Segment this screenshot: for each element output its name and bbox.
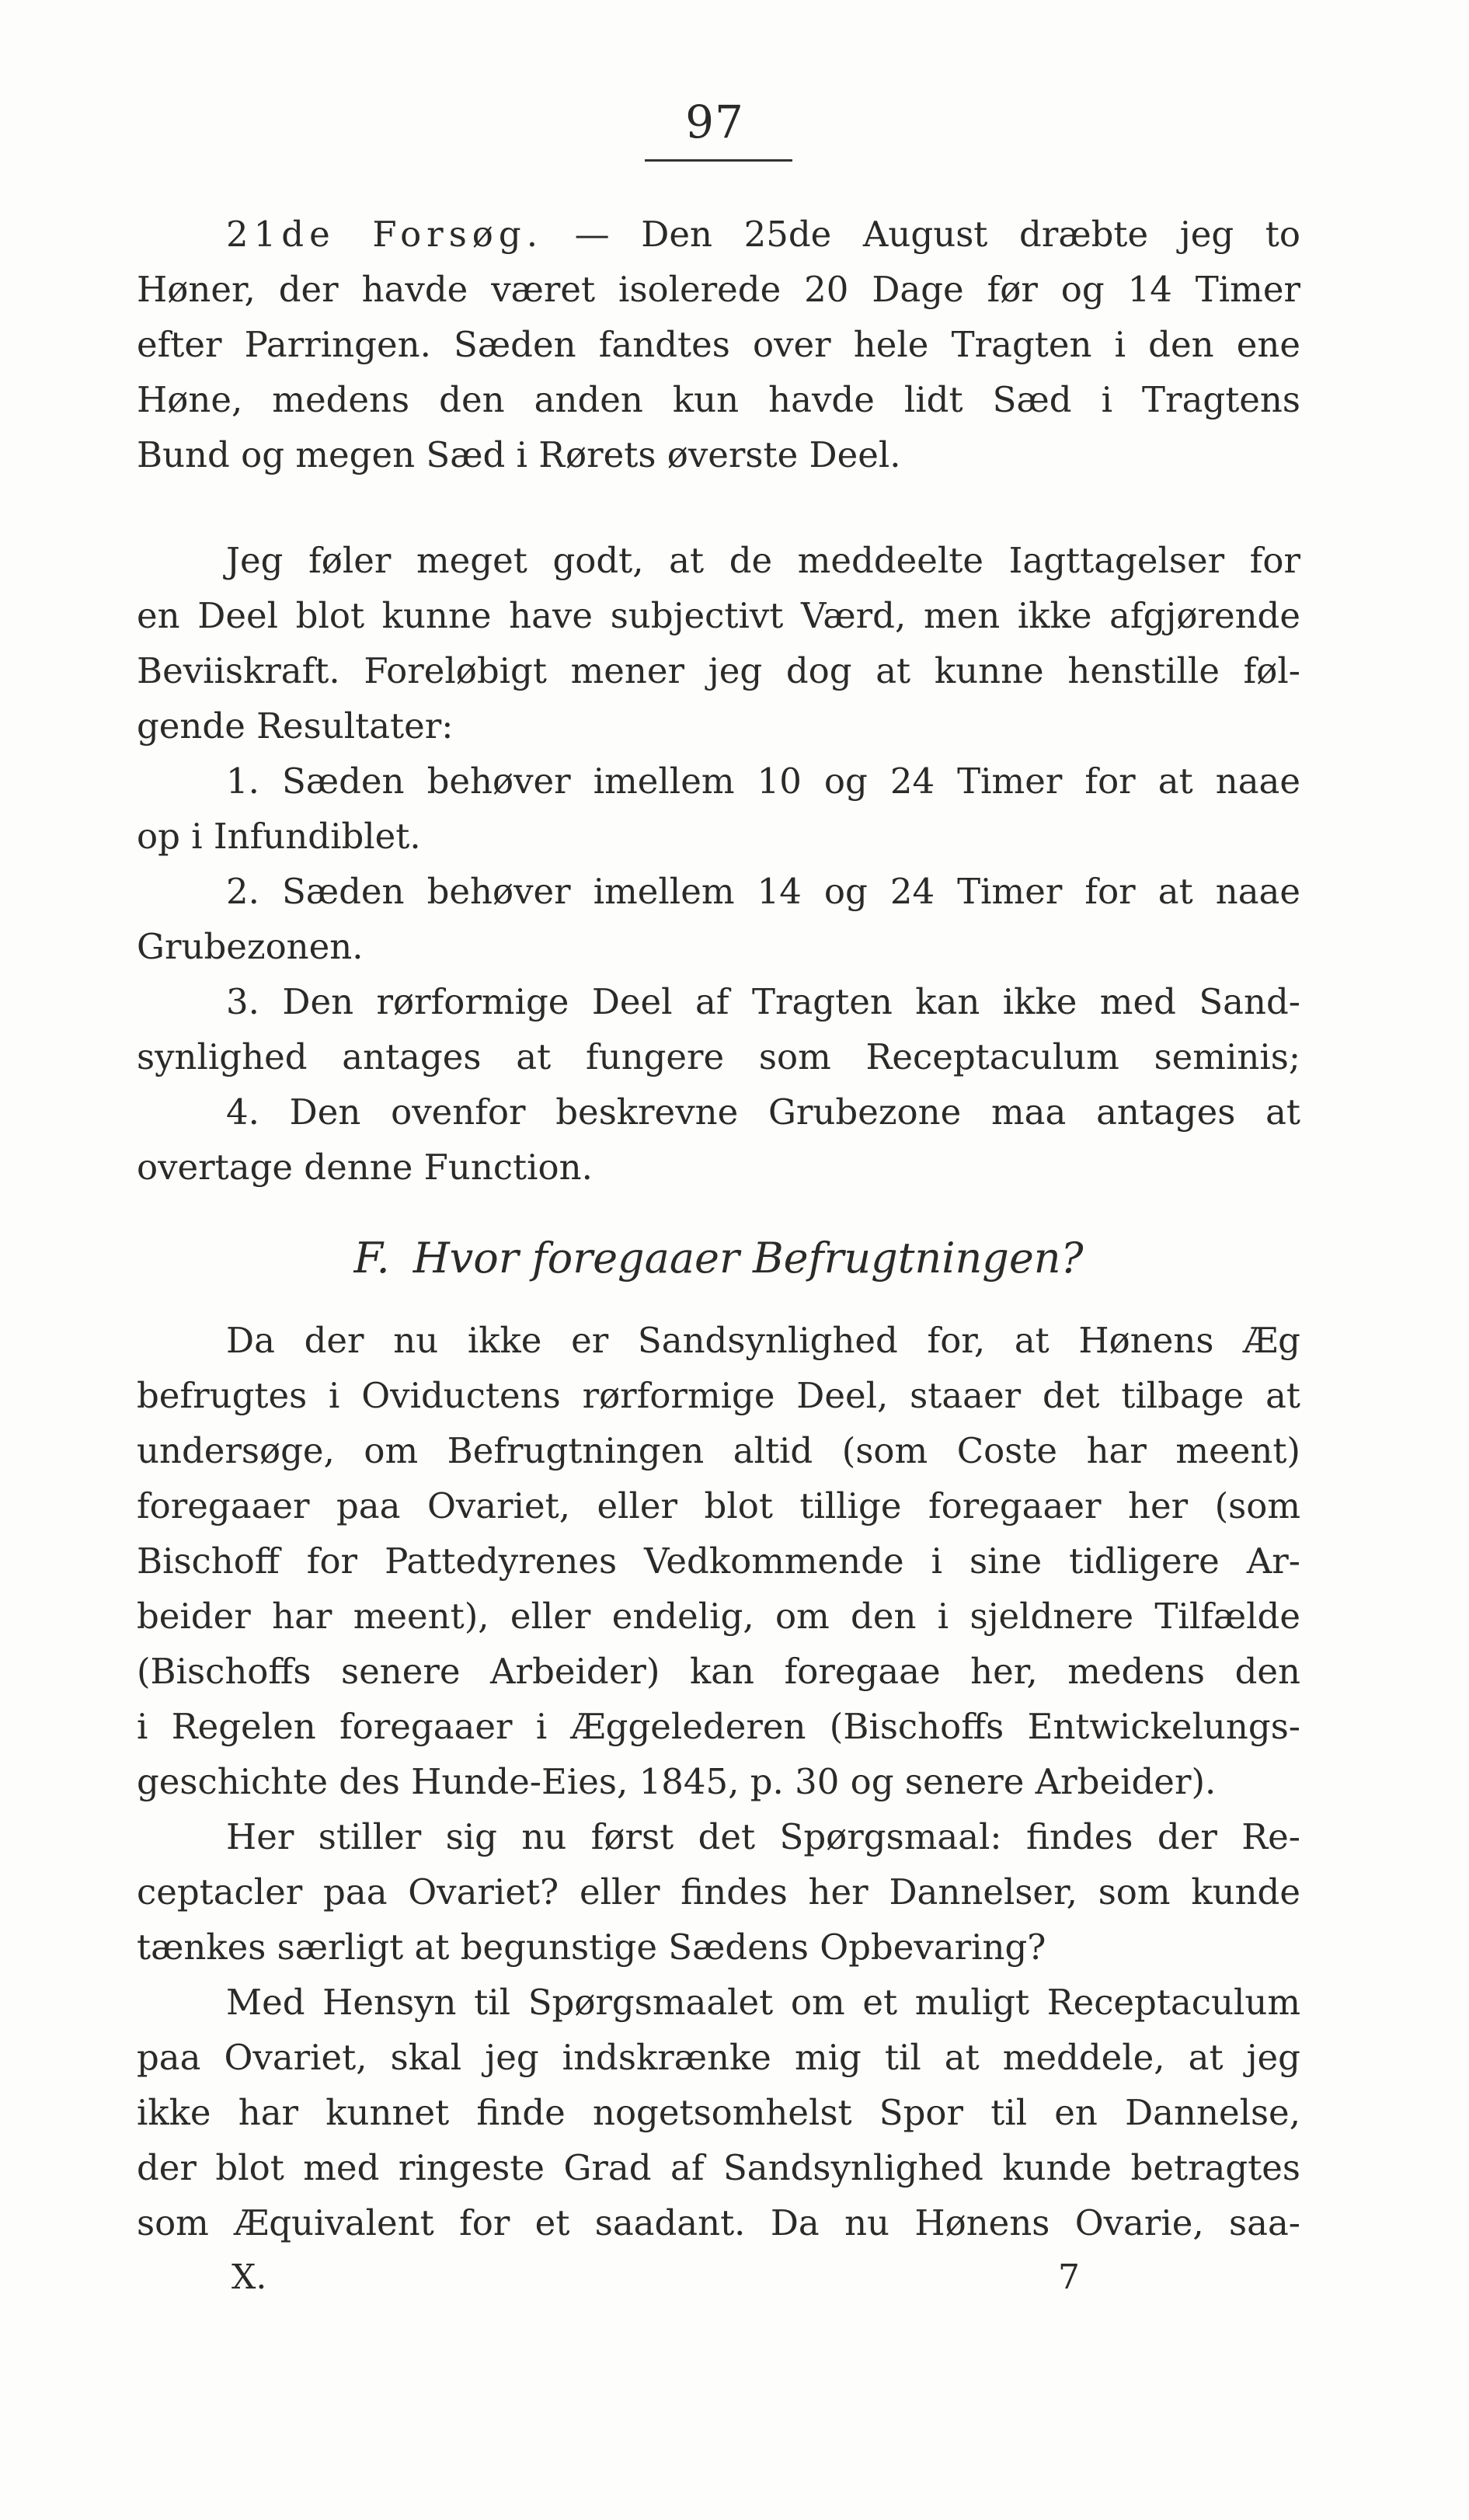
text-line: Bund og megen Sæd i Rørets øverste Deel. [137,434,901,475]
text-line: ikke har kunnet finde nogetsomhelst Spor til en Dannelse, [137,2092,1300,2133]
text-line: 21de Forsøg. — Den 25de August dræbte jeg to [226,214,1300,255]
section-letter: F. [353,1234,390,1283]
paragraph-summary [137,533,1300,754]
result-item: 4. Den ovenfor beskrevne Grubezone maa antages at [226,1091,1300,1133]
text-line: Da der nu ikke er Sandsynlighed for, at Hønens Æg [226,1320,1300,1361]
text-line: Her stiller sig nu først det Spørgsmaal: findes der Re- [226,1816,1300,1857]
section-heading [137,1231,1300,1286]
text-line: en Deel blot kunne have subjectivt Værd, men ikke afgjørende [137,595,1300,636]
text-line: ceptacler paa Ovariet? eller findes her Dannelser, som kunde [137,1871,1300,1913]
page-number-rule [645,159,792,162]
text-line: Med Hensyn til Spørgsmaalet om et muligt Receptaculum [226,1982,1300,2023]
text-line: efter Parringen. Sæden fandtes over hele Tragten i den ene [137,324,1300,365]
text-line: paa Ovariet, skal jeg indskrænke mig til at meddele, at jeg [137,2037,1300,2078]
result-item-continuation: overtage denne Function. [137,1147,593,1188]
result-item: 1. Sæden behøver imellem 10 og 24 Timer for at naae [226,761,1300,802]
text-line: Jeg føler meget godt, at de meddeelte Iagttagelser for [226,540,1300,581]
result-item: 3. Den rørformige Deel af Tragten kan ikke med Sand- [226,981,1300,1022]
text-line: Bischoff for Pattedyrenes Vedkommende i sine tidligere Ar- [137,1540,1300,1582]
text-line: i Regelen foregaaer i Æggelederen (Bischoffs Entwickelungs- [137,1706,1300,1747]
text-line: der blot med ringeste Grad af Sandsynlighed kunde betragtes [137,2147,1300,2188]
paragraph-fertilization [137,1313,1300,1809]
text-line: tænkes særligt at begunstige Sædens Opbevaring? [137,1927,1046,1968]
paragraph-receptaculum [137,1975,1300,2250]
text-line: befrugtes i Oviductens rørformige Deel, staaer det tilbage at [137,1375,1300,1416]
text-line: foregaaer paa Ovariet, eller blot tillige foregaaer her (som [137,1485,1300,1526]
text-line: som Æquivalent for et saadant. Da nu Hønens Ovarie, saa- [137,2202,1300,2243]
text-line: Høne, medens den anden kun havde lidt Sæd i Tragtens [137,379,1300,420]
text-line: gende Resultater: [137,705,454,747]
text-line: (Bischoffs senere Arbeider) kan foregaae her, medens den [137,1651,1300,1692]
page-number: 97 [685,96,744,148]
paragraph-question [137,1809,1300,1975]
section-title: Hvor foregaaer Befrugtningen? [413,1234,1084,1283]
text-line: beider har meent), eller endelig, om den i sjeldnere Tilfælde [137,1596,1300,1637]
text-line: undersøge, om Befrugtningen altid (som Coste har meent) [137,1430,1300,1471]
experiment-label: 21de Forsøg. [226,214,543,255]
result-item-continuation: Grubezonen. [137,926,364,967]
paragraph-experiment-21 [137,207,1300,482]
results-list [137,754,1300,1195]
text-line: geschichte des Hunde-Eies, 1845, p. 30 og senere Arbeider). [137,1761,1217,1802]
signature-mark-right: 7 [1058,2257,1080,2297]
text-line: Beviiskraft. Foreløbigt mener jeg dog at kunne henstille føl- [137,650,1300,691]
result-item: 2. Sæden behøver imellem 14 og 24 Timer for at naae [226,871,1300,912]
signature-mark-left: X. [231,2257,267,2297]
text-line: Høner, der havde været isolerede 20 Dage før og 14 Timer [137,269,1300,310]
result-item-continuation: op i Infundiblet. [137,816,421,857]
result-item-continuation: synlighed antages at fungere som Receptaculum seminis; [137,1036,1300,1077]
